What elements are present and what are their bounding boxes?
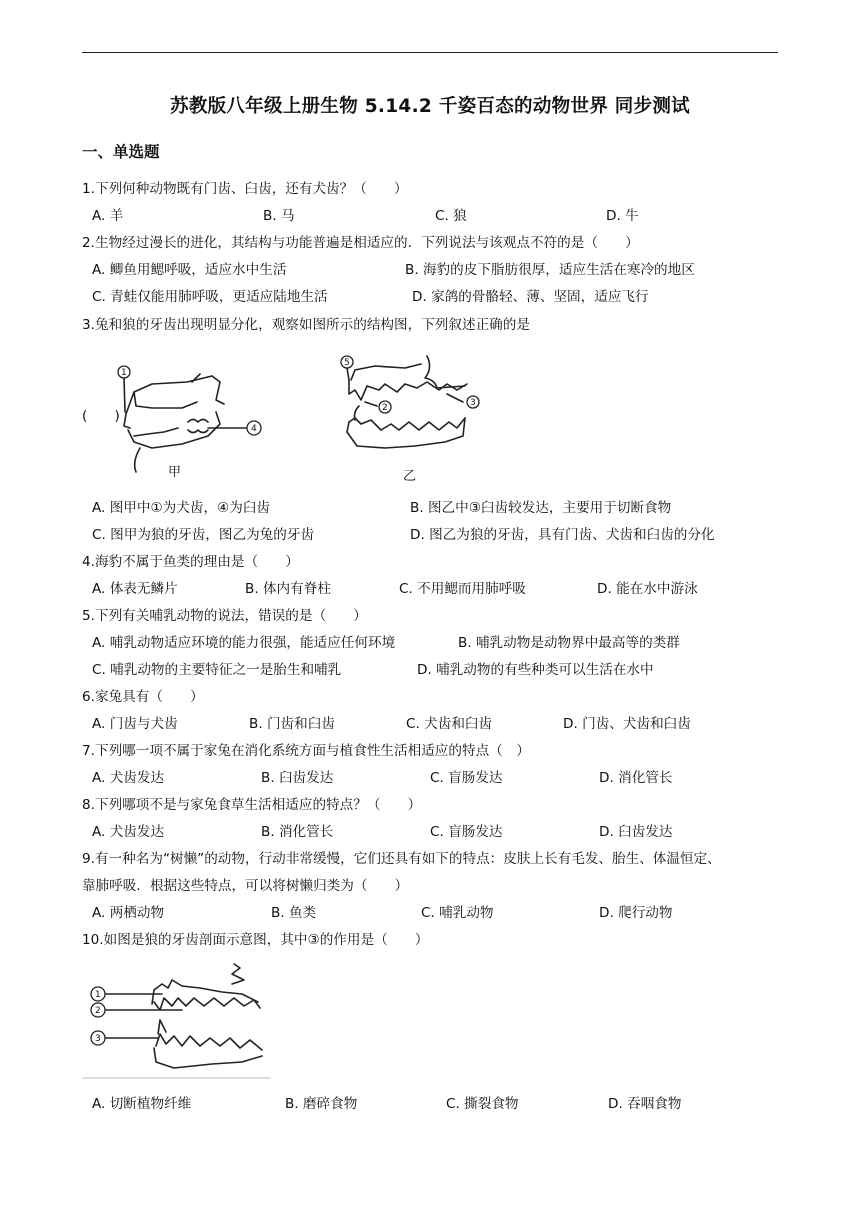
figure-label-b: 乙 <box>403 469 417 484</box>
q8-option-d[interactable]: D. 臼齿发达 <box>599 824 673 840</box>
label-5: 5 <box>344 358 350 368</box>
label-2: 2 <box>95 1006 101 1016</box>
q8-option-b[interactable]: B. 消化管长 <box>261 824 334 840</box>
q10-option-d[interactable]: D. 吞咽食物 <box>608 1096 682 1112</box>
q8-option-a[interactable]: A. 犬齿发达 <box>92 824 165 840</box>
q1-option-a[interactable]: A. 羊 <box>92 208 124 224</box>
q6-option-d[interactable]: D. 门齿、犬齿和臼齿 <box>563 716 691 732</box>
label-1: 1 <box>95 990 101 1000</box>
question-6: 6.家兔具有（ ） <box>82 689 204 705</box>
q5-option-a[interactable]: A. 哺乳动物适应环境的能力很强，能适应任何环境 <box>92 635 396 651</box>
question-8: 8.下列哪项不是与家兔食草生活相适应的特点？（ ） <box>82 797 422 813</box>
q2-option-d[interactable]: D. 家鸽的骨骼轻、薄、坚固，适应飞行 <box>412 289 649 305</box>
label-3: 3 <box>95 1034 101 1044</box>
q7-option-d[interactable]: D. 消化管长 <box>599 770 673 786</box>
q3-option-b[interactable]: B. 图乙中③臼齿较发达，主要用于切断食物 <box>410 500 672 516</box>
q6-option-a[interactable]: A. 门齿与犬齿 <box>92 716 178 732</box>
q4-option-b[interactable]: B. 体内有脊柱 <box>245 581 331 597</box>
q1-option-b[interactable]: B. 马 <box>263 208 295 224</box>
q8-option-c[interactable]: C. 盲肠发达 <box>430 824 503 840</box>
q5-option-d[interactable]: D. 哺乳动物的有些种类可以生活在水中 <box>417 662 654 678</box>
q3-option-c[interactable]: C. 图甲为狼的牙齿，图乙为兔的牙齿 <box>92 527 315 543</box>
label-3: 3 <box>470 398 476 408</box>
q7-option-b[interactable]: B. 臼齿发达 <box>261 770 334 786</box>
q2-option-c[interactable]: C. 青蛙仅能用肺呼吸，更适应陆地生活 <box>92 289 328 305</box>
question-4: 4.海豹不属于鱼类的理由是（ ） <box>82 554 299 570</box>
q5-option-c[interactable]: C. 哺乳动物的主要特征之一是胎生和哺乳 <box>92 662 342 678</box>
q9-option-d[interactable]: D. 爬行动物 <box>599 905 673 921</box>
question-2: 2.生物经过漫长的进化，其结构与功能普遍是相适应的．下列说法与该观点不符的是（ ） <box>82 235 639 251</box>
question-5: 5.下列有关哺乳动物的说法，错误的是（ ） <box>82 608 367 624</box>
q3-answer-paren: ( ) <box>82 408 120 424</box>
question-7: 7.下列哪一项不属于家兔在消化系统方面与植食性生活相适应的特点（ ） <box>82 743 530 759</box>
q3-option-a[interactable]: A. 图甲中①为犬齿，④为臼齿 <box>92 500 271 516</box>
q4-option-a[interactable]: A. 体表无鳞片 <box>92 581 178 597</box>
label-2: 2 <box>382 403 388 413</box>
question-3: 3.兔和狼的牙齿出现明显分化，观察如图所示的结构图，下列叙述正确的是 <box>82 317 530 333</box>
question-1: 1.下列何种动物既有门齿、臼齿，还有犬齿？（ ） <box>82 181 408 197</box>
q5-option-b[interactable]: B. 哺乳动物是动物界中最高等的类群 <box>458 635 680 651</box>
q9-option-a[interactable]: A. 两栖动物 <box>92 905 165 921</box>
label-1: 1 <box>121 368 127 378</box>
question-10: 10.如图是狼的牙齿剖面示意图，其中③的作用是（ ） <box>82 932 429 948</box>
q10-option-a[interactable]: A. 切断植物纤维 <box>92 1096 192 1112</box>
wolf-teeth-section-figure <box>82 958 272 1080</box>
q6-option-b[interactable]: B. 门齿和臼齿 <box>249 716 335 732</box>
rabbit-teeth-figure <box>112 352 272 482</box>
q10-option-b[interactable]: B. 磨碎食物 <box>285 1096 358 1112</box>
question-9-line-2: 靠肺呼吸．根据这些特点，可以将树懒归类为（ ） <box>82 878 409 894</box>
q4-option-d[interactable]: D. 能在水中游泳 <box>597 581 698 597</box>
q9-option-c[interactable]: C. 哺乳动物 <box>421 905 494 921</box>
q1-option-d[interactable]: D. 牛 <box>606 208 639 224</box>
wolf-teeth-figure <box>335 350 495 490</box>
question-9-line-1: 9.有一种名为“树懒”的动物，行动非常缓慢，它们还具有如下的特点：皮肤上长有毛发、胎生、体温恒定、 <box>82 851 721 867</box>
q7-option-a[interactable]: A. 犬齿发达 <box>92 770 165 786</box>
q9-option-b[interactable]: B. 鱼类 <box>271 905 317 921</box>
q2-option-b[interactable]: B. 海豹的皮下脂肪很厚，适应生活在寒冷的地区 <box>405 262 695 278</box>
figure-label-a: 甲 <box>168 465 182 480</box>
q4-option-c[interactable]: C. 不用鳃而用肺呼吸 <box>399 581 526 597</box>
q7-option-c[interactable]: C. 盲肠发达 <box>430 770 503 786</box>
q10-option-c[interactable]: C. 撕裂食物 <box>446 1096 519 1112</box>
section-heading: 一、单选题 <box>82 143 160 161</box>
q3-option-d[interactable]: D. 图乙为狼的牙齿，具有门齿、犬齿和臼齿的分化 <box>410 527 715 543</box>
header-rule <box>82 52 778 53</box>
q6-option-c[interactable]: C. 犬齿和臼齿 <box>406 716 493 732</box>
q1-option-c[interactable]: C. 狼 <box>435 208 467 224</box>
page-title: 苏教版八年级上册生物 5.14.2 千姿百态的动物世界 同步测试 <box>170 96 690 117</box>
q2-option-a[interactable]: A. 鲫鱼用鳃呼吸，适应水中生活 <box>92 262 287 278</box>
label-4: 4 <box>251 424 257 434</box>
